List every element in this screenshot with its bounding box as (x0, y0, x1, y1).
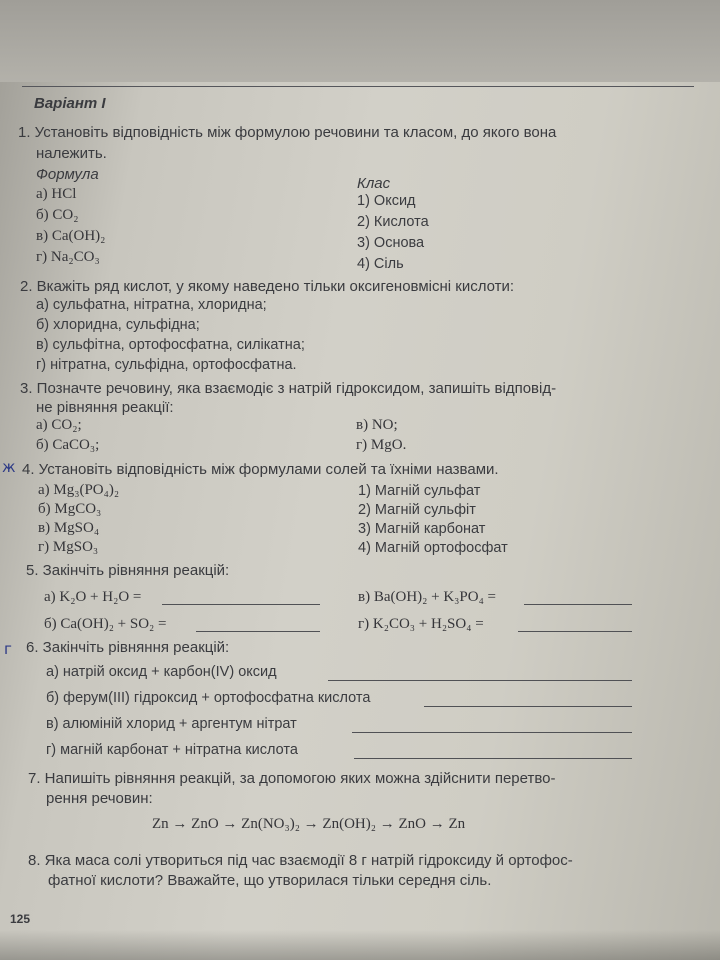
q3-option-a: а) CO₂; (36, 417, 82, 433)
q1-class-4: 4) Сіль (357, 256, 404, 272)
header-rule (22, 86, 694, 87)
q1-formula-c: в) Ca(OH)₂ (36, 228, 106, 244)
q8-text-line1: 8. Яка маса солі утвориться під час взаємодії 8 г натрій гідроксиду й ортофос- (28, 852, 573, 869)
q6-answer-line-b (424, 706, 632, 707)
q6-answer-line-c (352, 732, 632, 733)
q5-text: 5. Закінчіть рівняння реакцій: (26, 562, 230, 579)
q6-item-a: а) натрій оксид + карбон(IV) оксид (46, 664, 277, 680)
handwritten-mark-q6: г (4, 640, 12, 658)
handwritten-mark-q4: ж (2, 458, 16, 476)
q3-option-b: б) CaCO₃; (36, 437, 100, 453)
q2-option-b: б) хлоридна, сульфідна; (36, 317, 200, 333)
q4-formula-c: в) MgSO₄ (38, 520, 100, 536)
q2-text: 2. Вкажіть ряд кислот, у якому наведено тільки оксигеновмісні кислоти: (20, 278, 515, 295)
q5-eq-c: в) Ba(OH)₂ + K₃PO₄ = (358, 589, 497, 605)
bottom-shadow (0, 930, 720, 960)
q3-option-d: г) MgO. (356, 437, 407, 453)
q6-answer-line-a (328, 680, 632, 681)
q3-text-line2: не рівняння реакції: (36, 399, 174, 416)
q5-eq-b: б) Ca(OH)₂ + SO₂ = (44, 616, 167, 632)
q4-name-4: 4) Магній ортофосфат (358, 540, 508, 556)
previous-page-edge (0, 0, 720, 82)
q6-item-d: г) магній карбонат + нітратна кислота (46, 742, 298, 758)
q4-name-2: 2) Магній сульфіт (358, 502, 476, 518)
q2-option-d: г) нітратна, сульфідна, ортофосфатна. (36, 357, 297, 373)
q1-class-2: 2) Кислота (357, 214, 429, 230)
q5-eq-a: а) K₂O + H₂O = (44, 589, 142, 605)
q1-class-3: 3) Основа (357, 235, 425, 251)
q5-eq-d: г) K₂CO₃ + H₂SO₄ = (358, 616, 484, 632)
q5-answer-line-d (518, 631, 632, 632)
q6-item-b: б) ферум(III) гідроксид + ортофосфатна кислота (46, 690, 371, 706)
q3-option-c: в) NO; (356, 417, 398, 433)
q2-option-a: а) сульфатна, нітратна, хлоридна; (36, 297, 267, 313)
q1-text-line1: 1. Установіть відповідність між формулою речовини та класом, до якого вона (18, 124, 557, 141)
q5-answer-line-a (162, 604, 320, 605)
variant-title: Варіант І (34, 95, 106, 112)
q8-text-line2: фатної кислоти? Вважайте, що утворилася тільки середня сіль. (48, 872, 492, 889)
q4-name-3: 3) Магній карбонат (358, 521, 486, 537)
q1-formula-b: б) CO₂ (36, 207, 79, 223)
q1-text-line2: належить. (36, 145, 107, 162)
q4-formula-d: г) MgSO₃ (38, 539, 99, 555)
q6-answer-line-d (354, 758, 632, 759)
q6-item-c: в) алюміній хлорид + аргентум нітрат (46, 716, 297, 732)
q1-formula-d: г) Na₂CO₃ (36, 249, 100, 265)
q4-name-1: 1) Магній сульфат (358, 483, 481, 499)
q7-text-line2: рення речовин: (46, 790, 153, 807)
q7-text-line1: 7. Напишіть рівняння реакцій, за допомогою яких можна здійснити перетво- (28, 770, 556, 787)
q6-text: 6. Закінчіть рівняння реакцій: (26, 639, 230, 656)
q2-option-c: в) сульфітна, ортофосфатна, силікатна; (36, 337, 305, 353)
q1-class-1: 1) Оксид (357, 193, 416, 209)
q4-formula-a: а) Mg₃(PO₄)₂ (38, 482, 120, 498)
q5-answer-line-c (524, 604, 632, 605)
q1-formula-a: а) HCl (36, 186, 77, 202)
q3-text-line1: 3. Позначте речовину, яка взаємодіє з натрій гідроксидом, запишіть відповід- (20, 380, 557, 397)
q4-text: 4. Установіть відповідність між формулами солей та їхніми назвами. (22, 461, 499, 478)
class-header: Клас (357, 175, 391, 192)
q7-transformation-chain: Zn → ZnO → Zn(NO₃)₂ → Zn(OH)₂ → ZnO → Zn (152, 816, 466, 832)
formula-header: Формула (36, 166, 99, 183)
q5-answer-line-b (196, 631, 320, 632)
page-number: 125 (10, 912, 31, 926)
q4-formula-b: б) MgCO₃ (38, 501, 102, 517)
